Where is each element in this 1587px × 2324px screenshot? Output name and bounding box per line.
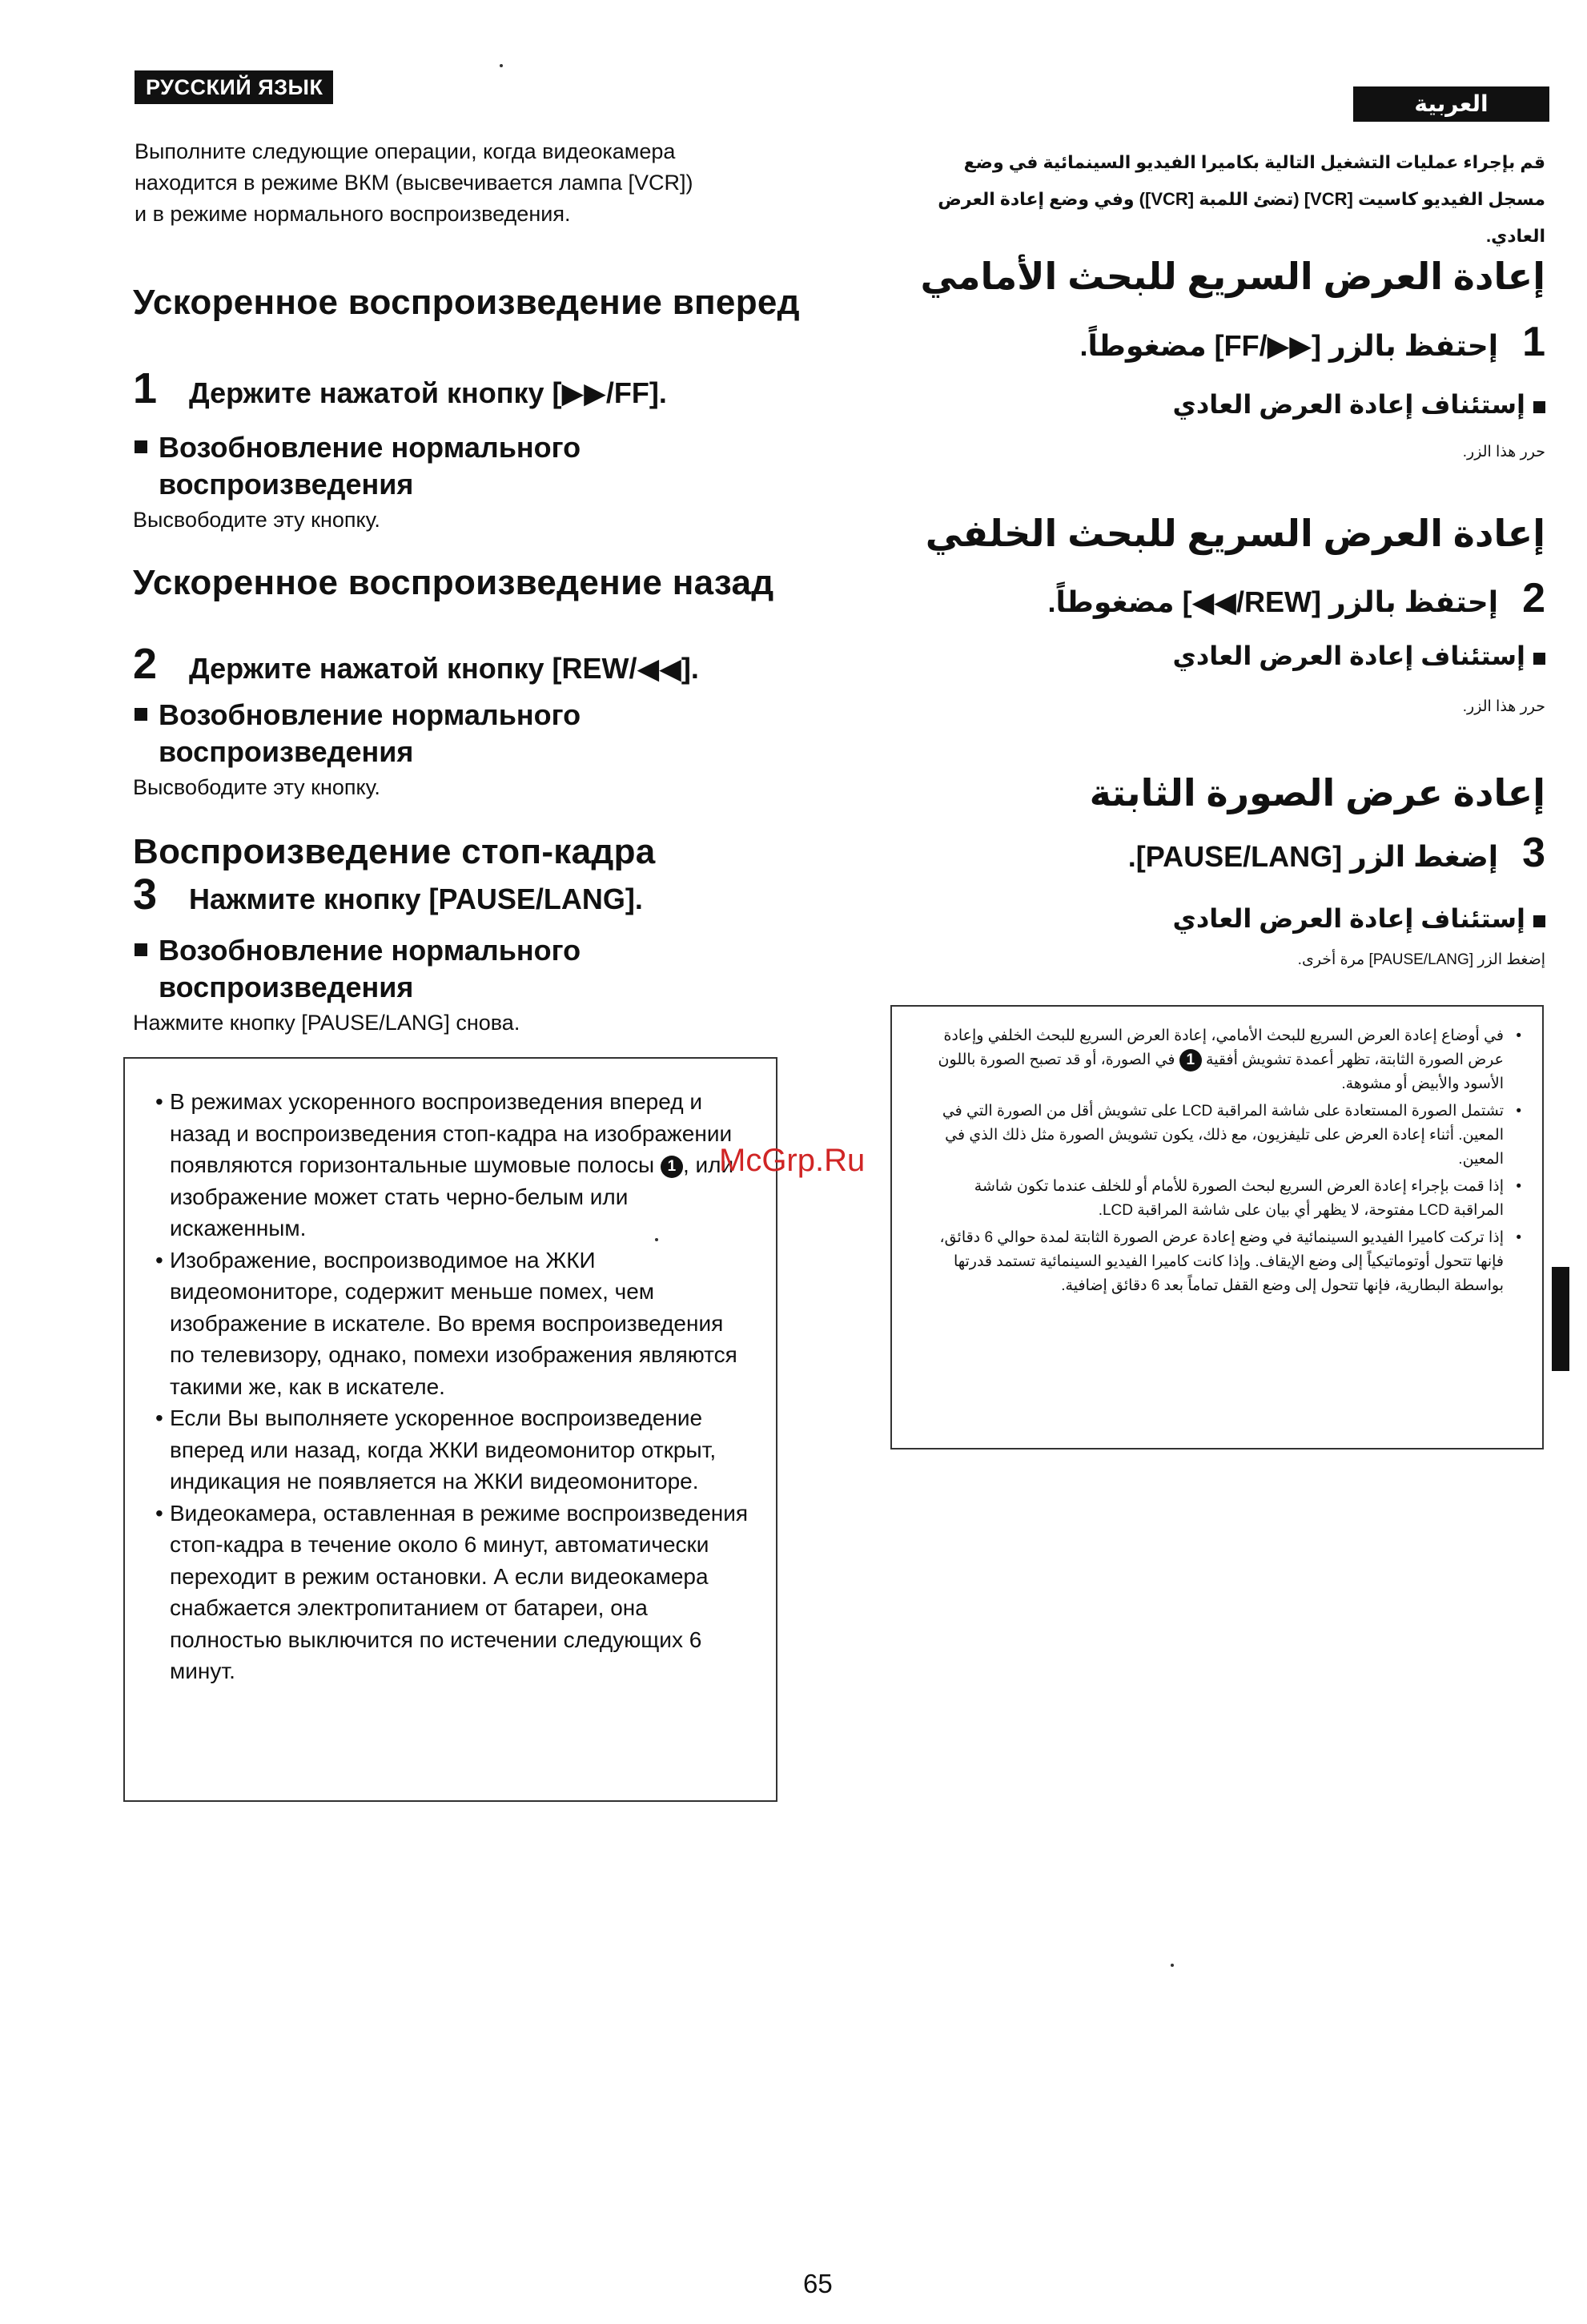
ru-heading-rewind: Ускоренное воспроизведение назад <box>133 563 774 602</box>
square-bullet-icon <box>1533 915 1545 927</box>
square-bullet-icon <box>135 708 147 721</box>
ar-resume-heading-2: إستئناف إعادة العرض العادي <box>905 637 1545 674</box>
ru-resume-heading-3: Возобновление нормального воспроизведения <box>133 932 773 1006</box>
watermark: McGrp.Ru <box>719 1143 866 1178</box>
ru-resume-text-2: Высвободите эту кнопку. <box>133 775 380 799</box>
ar-note-4: • إذا تركت كاميرا الفيديو السينمائية في وضع إعادة عرض الصورة الثابتة لمدة حوالي 6 دقائق، فإنها تتحول أوتوماتيكياً إلى وضع الإيقاف. وإذا كانت كاميرا الفيديو السينمائية تستمد قدرتها بواسطة البطارية، فإنها تتحول إلى وضع القفل تماماً بعد 6 دقائق إضافية. <box>924 1226 1504 1298</box>
ru-step-text: Держите нажатой кнопку [▶▶/FF]. <box>189 376 667 409</box>
ru-step-2 <box>133 640 854 688</box>
arabic-language-label: العربية <box>1353 86 1549 122</box>
scan-speck <box>1171 1964 1174 1967</box>
russian-intro: Выполните следующие операции, когда видеокамера находится в режиме ВКМ (высвечивается лампа [VCR]) и в режиме нормального воспроизведения. <box>135 139 693 226</box>
ar-step-text: إضغط الزر [PAUSE/LANG]. <box>1127 840 1499 873</box>
ar-resume-heading-3: إستئناف إعادة العرض العادي <box>905 900 1545 937</box>
ar-resume-text-1: حرر هذا الزر. <box>1462 444 1545 460</box>
ru-note-1: • В режимах ускоренного воспроизведения вперед и назад и воспроизведения стоп-кадра на изображении появляются горизонтальные шумовые полосы 1 , или изображение может стать черно-белым или искаженным. <box>170 1086 752 1244</box>
ar-resume-text-2: حرر هذا الزر. <box>1462 698 1545 715</box>
ar-step-text: إحتفظ بالزر [▶▶/FF] مضغوطاً. <box>1079 329 1499 362</box>
page-number: 65 <box>803 2269 833 2298</box>
square-bullet-icon <box>1533 653 1545 665</box>
ru-step-number: 2 <box>133 640 158 688</box>
square-bullet-icon <box>135 440 147 453</box>
ru-resume-heading-2: Возобновление нормального воспроизведения <box>133 697 773 770</box>
square-bullet-icon <box>1533 401 1545 413</box>
ru-resume-text-3: Нажмите кнопку [PAUSE/LANG] снова. <box>133 1011 520 1035</box>
ru-step-text: Держите нажатой кнопку [REW/◀◀]. <box>189 652 699 685</box>
ar-step-number: 3 <box>1522 830 1545 876</box>
ar-step-1 <box>905 319 1545 366</box>
ru-note-4: • Видеокамера, оставленная в режиме воспроизведения стоп-кадра в течение около 6 минут, автоматически переходит в режим остановки. А если видеокамера снабжается электропитанием от батареи, она полностью выключится по истечении следующих 6 минут. <box>170 1498 752 1687</box>
ar-note-2: • تشتمل الصورة المستعادة على شاشة المراقبة LCD على تشويش أقل من الصورة التي في المعين. أثناء إعادة العرض على تليفزيون، مع ذلك، يكون تشويش الصورة مثل ذلك الذي في المعين. <box>924 1100 1504 1172</box>
ar-resume-text-3: إضغط الزر [PAUSE/LANG] مرة أخرى. <box>1297 951 1545 968</box>
ar-note-3: • إذا قمت بإجراء إعادة العرض السريع لبحث الصورة للأمام أو للخلف عندما تكون شاشة المراقبة LCD مفتوحة، لا يظهر أي بيان على شاشة المراقبة LCD. <box>924 1175 1504 1223</box>
circled-number-icon: 1 <box>1179 1049 1202 1072</box>
ru-heading-still: Воспроизведение стоп-кадра <box>133 832 656 871</box>
ru-step-3 <box>133 870 854 919</box>
square-bullet-icon <box>135 943 147 956</box>
scan-speck <box>500 64 503 67</box>
ru-note-2: • Изображение, воспроизводимое на ЖКИ видеомониторе, содержит меньше помех, чем изображение в искателе. Во время воспроизведения по телевизору, однако, помехи изображения являются такими же, как в искателе. <box>170 1244 752 1403</box>
ar-step-text: إحتفظ بالزر [REW/◀◀] مضغوطاً. <box>1047 585 1499 618</box>
ar-notes-box <box>890 1005 1544 1449</box>
ru-heading-fast-forward: Ускоренное воспроизведение вперед <box>133 283 800 322</box>
ar-step-2 <box>905 575 1545 622</box>
ru-step-number: 3 <box>133 870 158 919</box>
ru-resume-text-1: Высвободите эту кнопку. <box>133 508 380 532</box>
ar-step-number: 2 <box>1522 575 1545 621</box>
ru-step-text: Нажмите кнопку [PAUSE/LANG]. <box>189 883 643 915</box>
ru-resume-heading-1: Возобновление нормального воспроизведения <box>133 429 773 503</box>
scan-speck <box>655 1238 658 1241</box>
circled-number-icon: 1 <box>661 1156 683 1178</box>
ru-step-number: 1 <box>133 364 158 412</box>
ar-heading-rewind: إعادة العرض السريع للبحث الخلفي <box>925 513 1545 554</box>
ru-step-1 <box>133 364 854 412</box>
arabic-intro: قم بإجراء عمليات التشغيل التالية بكاميرا الفيديو السينمائية في وضع مسجل الفيديو كاسيت [VCR] (تضئ اللمبة [VCR]) وفي وضع إعادة العرض العادي. <box>938 152 1545 246</box>
ar-heading-fast-forward: إعادة العرض السريع للبحث الأمامي <box>920 255 1545 297</box>
russian-language-label: РУССКИЙ ЯЗЫК <box>135 70 333 104</box>
ar-step-3 <box>905 830 1545 877</box>
ar-note-1: • في أوضاع إعادة العرض السريع للبحث الأمامي، إعادة العرض السريع للبحث الخلفي وإعادة عرض الصورة الثابتة، تظهر أعمدة تشويش أفقية 1 في الصورة، أو قد تصبح الصورة باللون الأسود والأبيض أو مشوهة. <box>924 1024 1504 1096</box>
ar-resume-heading-1: إستئناف إعادة العرض العادي <box>905 386 1545 423</box>
ar-heading-still: إعادة عرض الصورة الثابتة <box>1089 772 1545 814</box>
ru-note-3: • Если Вы выполняете ускоренное воспроизведение вперед или назад, когда ЖКИ видеомонитор открыт, индикация не появляется на ЖКИ видеомониторе. <box>170 1402 752 1498</box>
ru-notes-box <box>123 1057 777 1802</box>
ar-step-number: 1 <box>1522 319 1545 365</box>
edge-tab-marker <box>1552 1267 1569 1371</box>
